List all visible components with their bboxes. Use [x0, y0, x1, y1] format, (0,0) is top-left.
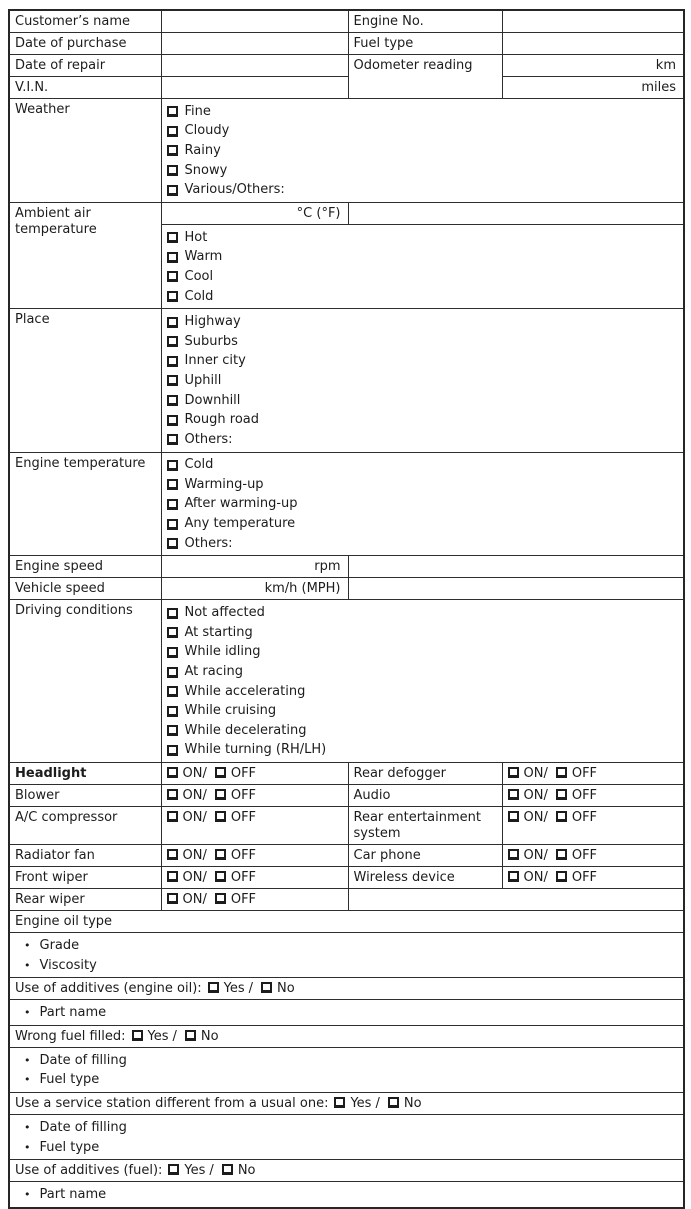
option-driving-while-decelerating: [167, 721, 679, 741]
input-cell-vin[interactable]: [161, 77, 348, 99]
checkbox-off-icon[interactable]: [556, 767, 567, 778]
yes-label: Yes: [223, 981, 245, 997]
field-label-weather: Weather: [9, 99, 161, 203]
yes-label: Yes: [147, 1029, 169, 1044]
onoff-cell-rear-wiper: [161, 889, 348, 911]
question-label: Use of additives (fuel):: [15, 1163, 163, 1179]
checkbox-off-icon[interactable]: [215, 767, 226, 778]
field-label-customer-name: Customer’s name: [9, 10, 161, 33]
unit-km: km: [655, 58, 676, 73]
table-row: [9, 978, 684, 1000]
table-row: [9, 785, 684, 807]
option-engine-temp-after-warming-up: [167, 495, 679, 515]
checkbox-off-icon[interactable]: [215, 789, 226, 800]
checkbox-icon[interactable]: [167, 415, 178, 426]
checkbox-on-icon[interactable]: [167, 767, 178, 778]
table-row: [9, 1093, 684, 1115]
input-cell-date-of-repair[interactable]: [161, 55, 348, 77]
on-label: ON/: [182, 892, 207, 908]
weather-options-cell: [161, 99, 684, 203]
table-row: [9, 889, 684, 911]
off-label: OFF: [230, 848, 257, 864]
table-row: [9, 1115, 684, 1160]
checkbox-no-icon[interactable]: [388, 1097, 399, 1108]
checkbox-no-icon[interactable]: [261, 982, 272, 993]
option-label: Downhill: [184, 392, 241, 408]
checkbox-yes-icon[interactable]: [168, 1164, 179, 1175]
option-label: While turning (RH/LH): [184, 742, 327, 758]
option-label: Rough road: [184, 412, 259, 428]
bullet-label: Viscosity: [39, 957, 97, 973]
checkbox-on-icon[interactable]: [167, 871, 178, 882]
on-label: ON/: [182, 766, 207, 782]
table-row: [9, 452, 684, 556]
checkbox-icon[interactable]: [167, 185, 178, 196]
field-label-place: Place: [9, 309, 161, 452]
option-place-highway: [167, 312, 679, 332]
option-weather-cloudy: [167, 122, 679, 142]
option-label: Cold: [184, 457, 214, 473]
table-row: [9, 1048, 684, 1093]
input-cell-date-of-purchase[interactable]: [161, 33, 348, 55]
table-row: [9, 600, 684, 763]
checkbox-no-icon[interactable]: [222, 1164, 233, 1175]
onoff-cell-rear-defogger: [502, 763, 684, 785]
off-label: OFF: [571, 766, 598, 782]
onoff-cell-front-wiper: [161, 867, 348, 889]
option-label: While idling: [184, 644, 261, 660]
checkbox-off-icon[interactable]: [215, 849, 226, 860]
row-additives-engine-oil: [9, 978, 684, 1000]
option-driving-at-racing: [167, 662, 679, 682]
option-label: Snowy: [184, 162, 228, 178]
onoff-cell-wireless-device: [502, 867, 684, 889]
separator: /: [172, 1029, 177, 1044]
option-label: Fine: [184, 103, 211, 119]
bullet-item-fuel-type: [15, 1071, 678, 1091]
bullet-item-fuel-type: [15, 1138, 678, 1158]
unit-celsius-fahrenheit: °C (°F): [296, 205, 341, 221]
engine-temperature-options-cell: [161, 452, 684, 556]
option-ambient-warm: [167, 248, 679, 268]
option-engine-temp-others: [167, 534, 679, 554]
engine-oil-bullets-cell: [9, 933, 684, 978]
option-label: Others:: [184, 431, 233, 447]
onoff-cell-radiator-fan: [161, 845, 348, 867]
off-label: OFF: [571, 810, 598, 826]
off-label: OFF: [230, 892, 257, 908]
checkbox-icon[interactable]: [167, 725, 178, 736]
field-label-audio: Audio: [348, 785, 502, 807]
bullet-item-grade: [15, 936, 678, 956]
on-label: ON/: [523, 810, 548, 826]
checkbox-off-icon[interactable]: [556, 871, 567, 882]
checkbox-icon[interactable]: [167, 479, 178, 490]
field-label-front-wiper: Front wiper: [9, 867, 161, 889]
option-place-inner-city: [167, 352, 679, 372]
checkbox-icon[interactable]: [167, 356, 178, 367]
on-label: ON/: [182, 810, 207, 826]
bullet-item-date-of-filling: [15, 1118, 678, 1138]
option-label: Warm: [184, 249, 223, 265]
bullet-label: Date of filling: [39, 1052, 127, 1068]
table-row: [9, 1160, 684, 1182]
checkbox-icon[interactable]: [167, 538, 178, 549]
checkbox-icon[interactable]: [167, 519, 178, 530]
no-label: No: [200, 1029, 219, 1044]
checkbox-icon[interactable]: [167, 317, 178, 328]
option-place-suburbs: [167, 332, 679, 352]
option-label: Others:: [184, 535, 233, 551]
input-cell-customer-name[interactable]: [161, 10, 348, 33]
field-label-engine-speed: Engine speed: [9, 556, 161, 578]
field-label-blower: Blower: [9, 785, 161, 807]
option-engine-temp-warming-up: [167, 475, 679, 495]
input-cell-engine-speed[interactable]: [161, 556, 348, 578]
checkbox-off-icon[interactable]: [556, 789, 567, 800]
onoff-cell-audio: [502, 785, 684, 807]
checkbox-icon[interactable]: [167, 647, 178, 658]
field-label-driving-conditions: Driving conditions: [9, 600, 161, 763]
table-row: [9, 1182, 684, 1208]
table-row: [9, 77, 684, 99]
table-row: [9, 33, 684, 55]
unit-rpm: rpm: [314, 559, 341, 575]
option-place-uphill: [167, 371, 679, 391]
unit-kmh-mph: km/h (MPH): [264, 581, 341, 597]
table-row: [9, 202, 684, 224]
option-driving-while-cruising: [167, 701, 679, 721]
option-ambient-cold: [167, 287, 679, 307]
option-engine-temp-any-temperature: [167, 514, 679, 534]
question-label: Use of additives (engine oil):: [15, 981, 202, 997]
option-label: At racing: [184, 664, 243, 680]
input-cell-engine-no[interactable]: [502, 10, 684, 33]
onoff-cell-blower: [161, 785, 348, 807]
on-label: ON/: [523, 788, 548, 804]
table-row: [9, 55, 684, 77]
checkbox-icon[interactable]: [167, 232, 178, 243]
option-label: Not affected: [184, 605, 265, 621]
on-label: ON/: [182, 848, 207, 864]
off-label: OFF: [230, 870, 257, 886]
option-label: Uphill: [184, 372, 222, 388]
table-row: [9, 556, 684, 578]
checkbox-icon[interactable]: [167, 667, 178, 678]
question-label: Use a service station different from a usual one:: [15, 1096, 329, 1112]
input-cell-ambient-temperature[interactable]: [161, 202, 348, 224]
additives-fuel-bullets-cell: [9, 1182, 684, 1208]
table-row: [9, 933, 684, 978]
checkbox-icon[interactable]: [167, 434, 178, 445]
bullet-label: Fuel type: [39, 1072, 100, 1088]
table-row: [9, 763, 684, 785]
option-label: After warming-up: [184, 496, 298, 512]
checkbox-on-icon[interactable]: [508, 767, 519, 778]
on-label: ON/: [182, 788, 207, 804]
field-label-rear-entertainment-system: Rear entertainment system: [348, 807, 502, 845]
bullet-item-part-name: [15, 1185, 678, 1205]
field-label-ambient-air-temperature: Ambient air temperature: [9, 202, 161, 308]
input-cell-ambient-extra[interactable]: [348, 202, 684, 224]
additives-oil-bullets-cell: [9, 1000, 684, 1026]
option-label: Various/Others:: [184, 182, 285, 198]
option-label: Warming-up: [184, 476, 264, 492]
field-label-vehicle-speed: Vehicle speed: [9, 578, 161, 600]
onoff-cell-car-phone: [502, 845, 684, 867]
yes-label: Yes: [350, 1096, 372, 1112]
checkbox-on-icon[interactable]: [167, 811, 178, 822]
checkbox-on-icon[interactable]: [167, 789, 178, 800]
no-label: No: [403, 1096, 422, 1112]
table-row: [9, 911, 684, 933]
wrong-fuel-bullets-cell: [9, 1048, 684, 1093]
checkbox-icon[interactable]: [167, 706, 178, 717]
option-ambient-hot: [167, 228, 679, 248]
checkbox-icon[interactable]: [167, 686, 178, 697]
option-label: Any temperature: [184, 516, 296, 532]
table-row: [9, 867, 684, 889]
no-label: No: [237, 1163, 256, 1179]
checkbox-on-icon[interactable]: [508, 789, 519, 800]
onoff-cell-headlight: [161, 763, 348, 785]
checkbox-icon[interactable]: [167, 608, 178, 619]
field-label-rear-defogger: Rear defogger: [348, 763, 502, 785]
checkbox-icon[interactable]: [167, 252, 178, 263]
table-row: [9, 1000, 684, 1026]
field-label-odometer-reading: Odometer reading: [348, 55, 502, 99]
option-label: Cool: [184, 268, 214, 284]
separator: /: [375, 1096, 380, 1112]
field-label-engine-no: Engine No.: [348, 10, 502, 33]
checkbox-no-icon[interactable]: [185, 1030, 196, 1041]
option-place-others: [167, 430, 679, 450]
bullet-icon: •: [24, 1073, 31, 1087]
checkbox-icon[interactable]: [167, 499, 178, 510]
checkbox-icon[interactable]: [167, 106, 178, 117]
checkbox-icon[interactable]: [167, 395, 178, 406]
row-service-station: [9, 1093, 684, 1115]
place-options-cell: [161, 309, 684, 452]
ambient-options-cell: [161, 224, 684, 308]
option-driving-at-starting: [167, 623, 679, 643]
option-label: While cruising: [184, 703, 277, 719]
field-label-wireless-device: Wireless device: [348, 867, 502, 889]
bullet-icon: •: [24, 939, 31, 953]
table-row: [9, 1026, 684, 1048]
checkbox-on-icon[interactable]: [508, 849, 519, 860]
checkbox-off-icon[interactable]: [215, 893, 226, 904]
row-additives-fuel: [9, 1160, 684, 1182]
checkbox-icon[interactable]: [167, 460, 178, 471]
bullet-label: Date of filling: [39, 1119, 127, 1135]
table-row: [9, 10, 684, 33]
option-label: Inner city: [184, 353, 246, 369]
option-label: Highway: [184, 314, 241, 330]
option-label: Hot: [184, 229, 208, 245]
option-label: While decelerating: [184, 722, 307, 738]
field-label-rear-wiper: Rear wiper: [9, 889, 161, 911]
checkbox-icon[interactable]: [167, 336, 178, 347]
field-label-date-of-purchase: Date of purchase: [9, 33, 161, 55]
unit-miles: miles: [641, 80, 676, 95]
checkbox-icon[interactable]: [167, 145, 178, 156]
input-cell-vehicle-speed-extra[interactable]: [348, 578, 684, 600]
option-driving-while-idling: [167, 643, 679, 663]
bullet-icon: •: [24, 1120, 31, 1134]
bullet-icon: •: [24, 1140, 31, 1154]
bullet-item-part-name: [15, 1003, 678, 1023]
field-label-vin: V.I.N.: [9, 77, 161, 99]
option-label: At starting: [184, 624, 253, 640]
row-label-engine-oil-type: Engine oil type: [9, 911, 684, 933]
option-driving-while-turning: [167, 741, 679, 761]
empty-cell: [348, 889, 684, 911]
table-row: [9, 807, 684, 845]
option-weather-fine: [167, 102, 679, 122]
on-label: ON/: [523, 766, 548, 782]
option-label: Cloudy: [184, 123, 230, 139]
option-weather-various-others: [167, 180, 679, 200]
no-label: No: [277, 981, 295, 997]
checkbox-on-icon[interactable]: [508, 811, 519, 822]
option-ambient-cool: [167, 267, 679, 287]
table-row: [9, 845, 684, 867]
checkbox-icon[interactable]: [167, 271, 178, 282]
option-driving-while-accelerating: [167, 682, 679, 702]
checkbox-icon[interactable]: [167, 375, 178, 386]
checkbox-off-icon[interactable]: [215, 871, 226, 882]
checkbox-icon[interactable]: [167, 745, 178, 756]
field-label-fuel-type: Fuel type: [348, 33, 502, 55]
option-driving-not-affected: [167, 603, 679, 623]
field-label-car-phone: Car phone: [348, 845, 502, 867]
input-cell-odometer-miles[interactable]: [502, 77, 684, 99]
service-station-bullets-cell: [9, 1115, 684, 1160]
checkbox-off-icon[interactable]: [556, 811, 567, 822]
off-label: OFF: [571, 870, 598, 886]
option-label: Cold: [184, 288, 214, 304]
row-wrong-fuel-filled: [9, 1026, 684, 1048]
field-label-headlight: Headlight: [9, 763, 161, 785]
on-label: ON/: [523, 870, 548, 886]
table-row: [9, 578, 684, 600]
bullet-icon: •: [24, 1188, 31, 1202]
onoff-cell-ac-compressor: [161, 807, 348, 845]
bullet-icon: •: [24, 1053, 31, 1067]
bullet-label: Part name: [39, 1187, 107, 1203]
off-label: OFF: [571, 848, 598, 864]
checkbox-yes-icon[interactable]: [334, 1097, 345, 1108]
vehicle-diagnostic-questionnaire: [8, 9, 685, 1209]
input-cell-vehicle-speed[interactable]: [161, 578, 348, 600]
table-row: [9, 309, 684, 452]
option-weather-snowy: [167, 161, 679, 181]
bullet-icon: •: [24, 1006, 31, 1020]
option-weather-rainy: [167, 141, 679, 161]
bullet-label: Fuel type: [39, 1139, 100, 1155]
checkbox-icon[interactable]: [167, 126, 178, 137]
option-engine-temp-cold: [167, 456, 679, 476]
on-label: ON/: [523, 848, 548, 864]
input-cell-engine-speed-extra[interactable]: [348, 556, 684, 578]
field-label-engine-temperature: Engine temperature: [9, 452, 161, 556]
checkbox-on-icon[interactable]: [508, 871, 519, 882]
input-cell-fuel-type[interactable]: [502, 33, 684, 55]
separator: /: [209, 1163, 214, 1179]
checkbox-yes-icon[interactable]: [208, 982, 219, 993]
off-label: OFF: [230, 810, 257, 826]
option-place-rough-road: [167, 410, 679, 430]
driving-conditions-options-cell: [161, 600, 684, 763]
option-label: While accelerating: [184, 683, 306, 699]
bullet-icon: •: [24, 958, 31, 972]
field-label-radiator-fan: Radiator fan: [9, 845, 161, 867]
checkbox-icon[interactable]: [167, 291, 178, 302]
off-label: OFF: [230, 788, 257, 804]
off-label: OFF: [571, 788, 598, 804]
input-cell-odometer-km[interactable]: [502, 55, 684, 77]
onoff-cell-rear-entertainment: [502, 807, 684, 845]
yes-label: Yes: [184, 1163, 206, 1179]
bullet-item-viscosity: [15, 956, 678, 976]
checkbox-icon[interactable]: [167, 165, 178, 176]
bullet-item-date-of-filling: [15, 1051, 678, 1071]
bullet-label: Grade: [39, 938, 80, 954]
checkbox-yes-icon[interactable]: [132, 1030, 143, 1041]
table-row: [9, 99, 684, 203]
bullet-label: Part name: [39, 1005, 107, 1021]
checkbox-off-icon[interactable]: [556, 849, 567, 860]
option-place-downhill: [167, 391, 679, 411]
checkbox-off-icon[interactable]: [215, 811, 226, 822]
option-label: Rainy: [184, 142, 221, 158]
field-label-ac-compressor: A/C compressor: [9, 807, 161, 845]
question-label: Wrong fuel filled:: [15, 1029, 126, 1044]
checkbox-icon[interactable]: [167, 627, 178, 638]
off-label: OFF: [230, 766, 257, 782]
on-label: ON/: [182, 870, 207, 886]
checkbox-on-icon[interactable]: [167, 849, 178, 860]
separator: /: [248, 981, 254, 997]
field-label-date-of-repair: Date of repair: [9, 55, 161, 77]
option-label: Suburbs: [184, 333, 238, 349]
checkbox-on-icon[interactable]: [167, 893, 178, 904]
